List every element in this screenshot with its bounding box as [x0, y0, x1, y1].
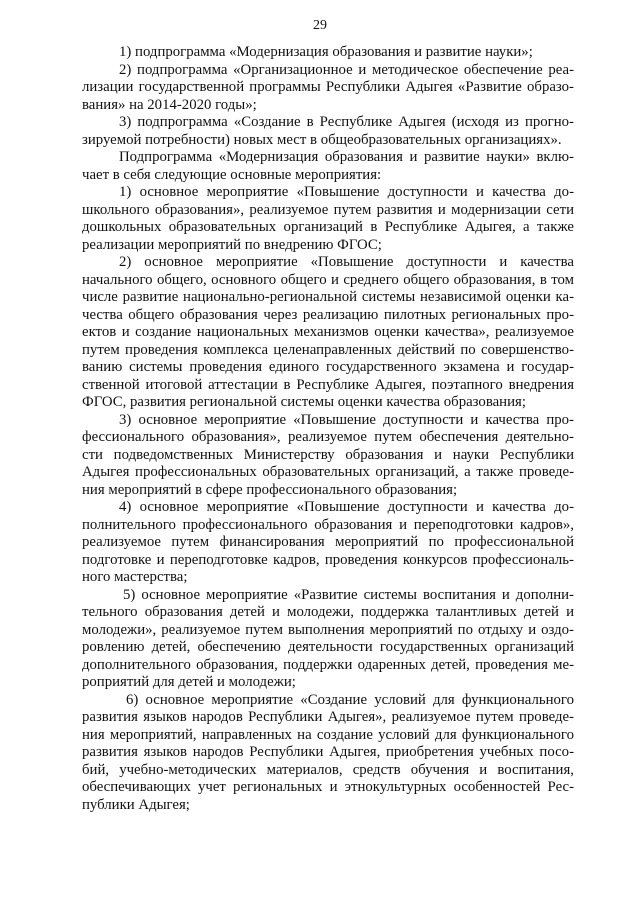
text-line: фессионального образования», реализуемое путем обеспечения деятельно-: [82, 429, 574, 445]
text-line: 2) подпрограмма «Организационное и методическое обеспечение реа-: [119, 61, 574, 78]
text-line: школьного образования», реализуемое путем развития и модернизации сети: [82, 201, 574, 218]
text-line: чества общего образования через реализацию пилотных региональных про-: [82, 306, 574, 323]
text-line: 4) основное мероприятие «Повышение доступности и качества до-: [119, 499, 574, 515]
text-line: развития языков народов Республики Адыгея, приобретения учебных посо-: [82, 744, 574, 760]
text-line: ектов и создание национальных механизмов оценки качества», реализуемое: [82, 324, 574, 340]
text-line: 1) подпрограмма «Модернизация образования и развитие науки»;: [119, 44, 533, 60]
text-line: зируемой потребности) новых мест в общеобразовательных организациях».: [82, 131, 562, 148]
text-line: 2) основное мероприятие «Повышение доступности и качества: [119, 254, 574, 270]
text-line: молодежи», реализуемое путем выполнения мероприятий по отдыху и оздо-: [82, 621, 574, 638]
paragraph-subprogram-1: [82, 44, 574, 62]
text-line: развития языков народов Республики Адыгея», реализуемое путем проведе-: [82, 709, 574, 725]
text-line: ния мероприятий в сфере профессионального образования;: [82, 481, 458, 498]
text-line: 5) основное мероприятие «Развитие системы воспитания и дополни-: [123, 586, 574, 603]
text-line: ного мастерства;: [82, 569, 188, 585]
text-line: роприятий для детей и молодежи;: [82, 674, 296, 690]
text-line: дополнительного образования, поддержки одаренных детей, проведения ме-: [82, 656, 574, 673]
text-line: числе развитие национально-региональной системы независимой оценки ка-: [82, 289, 574, 305]
paragraph-activity-4: [82, 499, 574, 587]
paragraph-activity-3: [82, 412, 574, 500]
text-line: дошкольных образовательных организаций в Республике Адыгея, а также: [82, 219, 574, 235]
text-line: чает в себя следующие основные мероприятия:: [82, 166, 382, 183]
text-line: лизации государственной программы Республики Адыгея «Развитие образо-: [82, 79, 574, 95]
paragraph-activity-2: [82, 254, 574, 412]
text-line: публики Адыгея;: [82, 796, 190, 813]
text-line: 3) основное мероприятие «Повышение доступности и качества про-: [119, 411, 574, 428]
text-line: путем проведения комплекса целенаправленных действий по совершенство-: [82, 341, 574, 358]
text-line: ственной итоговой аттестации в Республике Адыгея, поэтапного внедрения: [82, 376, 574, 393]
text-line: 6) основное мероприятие «Создание условий для функционального: [126, 691, 574, 708]
text-line: вания» на 2014-2020 годы»;: [82, 96, 257, 113]
text-line: 1) основное мероприятие «Повышение доступности и качества до-: [119, 184, 574, 200]
paragraph-subprogram-3: [82, 114, 574, 149]
text-line: ФГОС, развития региональной системы оценки качества образования;: [82, 394, 526, 410]
page-number: 29: [313, 18, 327, 33]
text-line: реализации мероприятий по внедрению ФГОС;: [82, 236, 382, 253]
text-line: реализуемое путем финансирования мероприятий по профессиональной: [82, 534, 574, 550]
text-line: обеспечивающих учет региональных и этнокультурных особенностей Рес-: [82, 779, 574, 795]
paragraph-activity-5: [82, 587, 574, 692]
text-line: ванию системы проведения единого государственного экзамена и государ-: [82, 359, 574, 375]
paragraph-activity-1: [82, 184, 574, 254]
text-line: полнительного профессионального образования и переподготовки кадров»,: [82, 516, 574, 533]
text-line: бий, учебно-методических материалов, средств обучения и воспитания,: [82, 761, 574, 778]
text-line: ния мероприятий, направленных на создание условий для функционального: [82, 726, 574, 743]
paragraph-activity-6: [82, 692, 574, 815]
document-body: [82, 44, 574, 814]
text-line: 3) подпрограмма «Создание в Республике Адыгея (исходя из прогно-: [119, 114, 574, 130]
text-line: сти подведомственных Министерству образования и науки Республики: [82, 446, 574, 463]
text-line: начального общего, основного общего и среднего общего образования, в том: [82, 271, 574, 288]
text-line: Адыгея профессиональных образовательных организаций, а также проведе-: [82, 464, 574, 480]
text-line: подготовке и переподготовке кадров, проведения конкурсов профессиональ-: [82, 551, 574, 568]
text-line: ровлению детей, обеспечению деятельности государственных организаций: [82, 639, 574, 655]
text-line: тельного образования детей и молодежи, поддержка талантливых детей и: [82, 604, 574, 620]
text-line: Подпрограмма «Модернизация образования и развитие науки» вклю-: [119, 149, 574, 165]
paragraph-subprogram-2: [82, 62, 574, 115]
paragraph-intro: [82, 149, 574, 184]
